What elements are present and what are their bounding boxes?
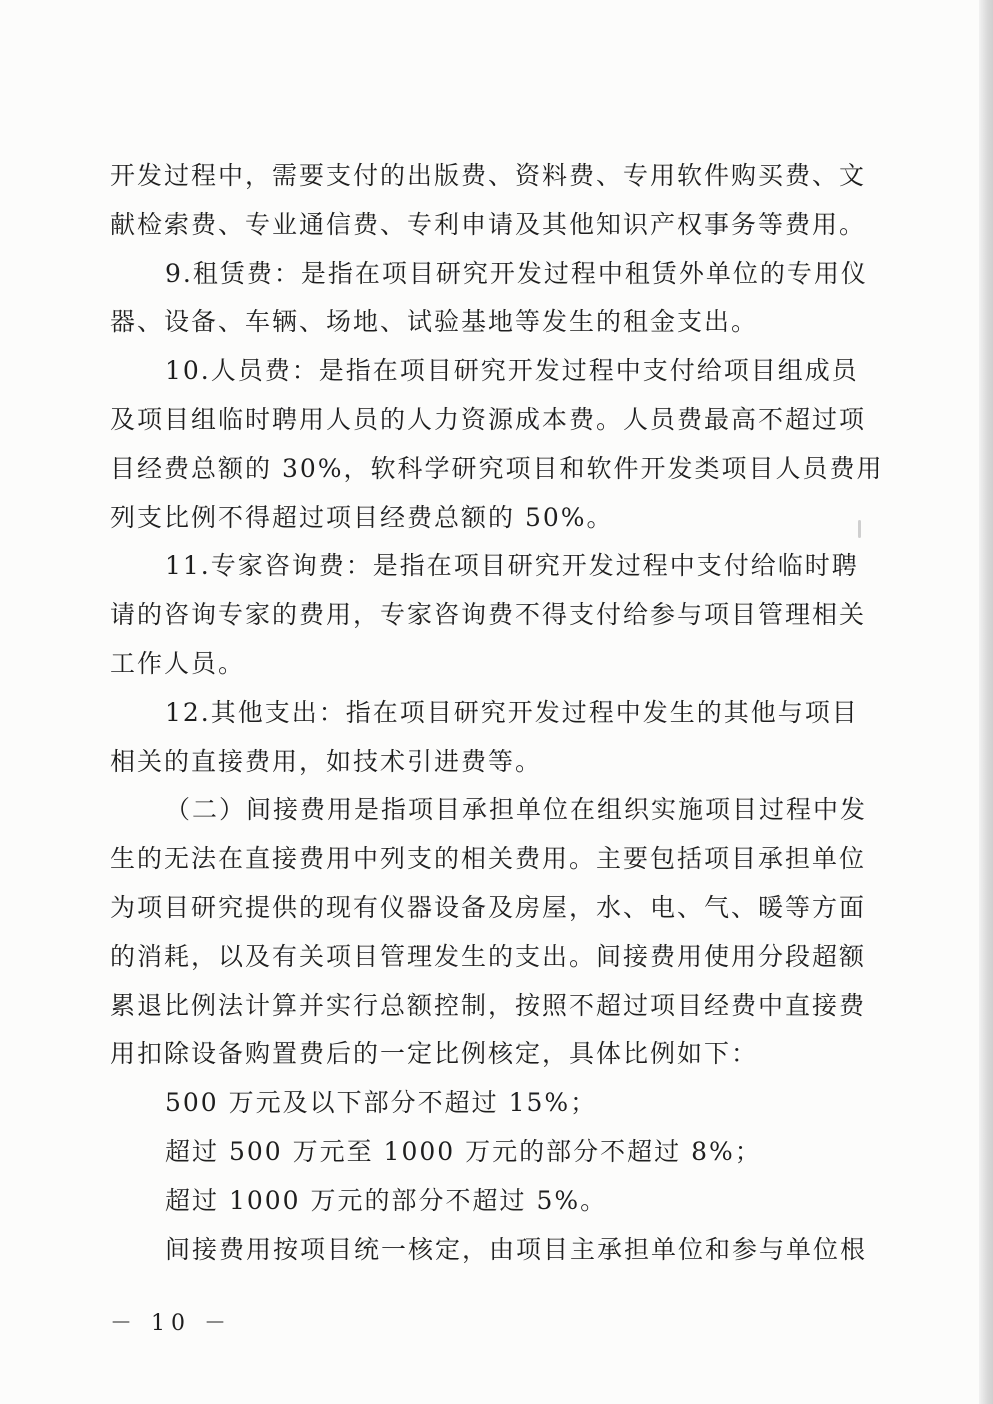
scan-page-edge: [979, 0, 993, 1404]
text-line: 12.其他支出：指在项目研究开发过程中发生的其他与项目: [165, 697, 859, 727]
text-line: 累退比例法计算并实行总额控制，按照不超过项目经费中直接费: [110, 990, 867, 1020]
text-line: 11.专家咨询费：是指在项目研究开发过程中支付给临时聘: [165, 551, 859, 581]
text-line: 间接费用按项目统一核定，由项目主承担单位和参与单位根: [165, 1234, 868, 1264]
text-line: 超过 500 万元至 1000 万元的部分不超过 8%；: [165, 1136, 762, 1166]
text-line: 列支比例不得超过项目经费总额的 50%。: [110, 502, 614, 532]
text-line: 10.人员费：是指在项目研究开发过程中支付给项目组成员: [165, 356, 859, 386]
text-line: 目经费总额的 30%，软科学研究项目和软件开发类项目人员费用: [110, 453, 884, 483]
text-line: 工作人员。: [110, 648, 246, 678]
body-text: [110, 152, 884, 1274]
text-line: 器、设备、车辆、场地、试验基地等发生的租金支出。: [110, 307, 759, 337]
text-line: （二）间接费用是指项目承担单位在组织实施项目过程中发: [165, 795, 868, 825]
text-line: 生的无法在直接费用中列支的相关费用。主要包括项目承担单位: [110, 844, 867, 874]
text-line: 相关的直接费用，如技术引进费等。: [110, 746, 543, 776]
text-line: 超过 1000 万元的部分不超过 5%。: [165, 1185, 608, 1215]
text-line: 用扣除设备购置费后的一定比例核定，具体比例如下：: [110, 1039, 759, 1069]
page-number: － 10 －: [110, 1311, 232, 1336]
text-line: 9.租赁费：是指在项目研究开发过程中租赁外单位的专用仪: [165, 258, 868, 288]
text-line: 500 万元及以下部分不超过 15%；: [165, 1088, 598, 1118]
text-line: 为项目研究提供的现有仪器设备及房屋，水、电、气、暖等方面: [110, 892, 867, 922]
text-line: 的消耗，以及有关项目管理发生的支出。间接费用使用分段超额: [110, 941, 867, 971]
text-line: 请的咨询专家的费用，专家咨询费不得支付给参与项目管理相关: [110, 600, 867, 630]
text-line: 献检索费、专业通信费、专利申请及其他知识产权事务等费用。: [110, 209, 867, 239]
text-line: 开发过程中，需要支付的出版费、资料费、专用软件购买费、文: [110, 161, 867, 190]
text-line: 及项目组临时聘用人员的人力资源成本费。人员费最高不超过项: [110, 404, 867, 434]
